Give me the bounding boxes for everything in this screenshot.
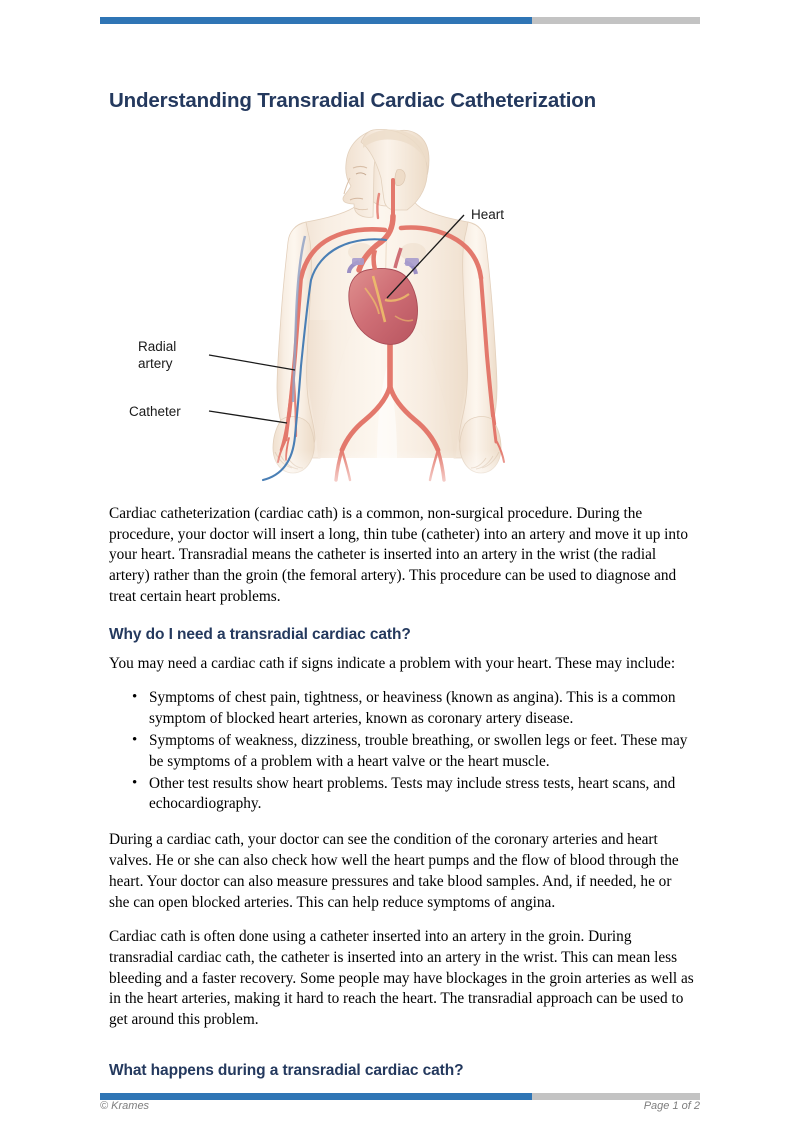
section-paragraph-during-cath: During a cardiac cath, your doctor can see the condition of the coronary arteries and heart valves. He or she can also check how well the heart pumps and the flow of blood through the heart. Your doctor can also measure pressures and take blood samples. And, if needed, he or she can open blocked arteries. This can help reduce symptoms of angina. (109, 831, 679, 911)
anatomy-illustration (109, 120, 694, 500)
document-content (109, 88, 694, 1090)
section-lead-why-need: You may need a cardiac cath if signs indicate a problem with your heart. These may include: (109, 655, 676, 673)
top-progress-bar (100, 17, 700, 24)
list-item: • Symptoms of chest pain, tightness, or heaviness (known as angina). This is a common symptom of blocked heart arteries, known as coronary artery disease. (147, 688, 694, 730)
figure-label-catheter: Catheter (129, 403, 181, 419)
intro-paragraph: Cardiac catheterization (cardiac cath) is a common, non-surgical procedure. During the procedure, your doctor will insert a long, thin tube (catheter) into an artery and move it up into your heart. Transradial means the catheter is inserted into an artery in the wrist (the radial artery) rather than the groin (the femoral artery). This procedure can be used to diagnose and treat certain heart problems. (109, 504, 688, 606)
page-footer (100, 1100, 700, 1112)
symptom-bullet-list (109, 688, 694, 815)
section-paragraph-groin-vs-wrist: Cardiac cath is often done using a catheter inserted into an artery in the groin. During transradial cardiac cath, the catheter is inserted into an artery in the wrist. This can mean less bleeding and a faster recovery. Some people may have blockages in the groin arteries as well as in the heart arteries, making it hard to reach the heart. The transradial approach can be used to get around this problem. (109, 927, 694, 1029)
footer-copyright: © Krames (100, 1100, 150, 1112)
figure-label-heart: Heart (471, 206, 505, 222)
list-item: • Symptoms of weakness, dizziness, trouble breathing, or swollen legs or feet. These may be symptoms of a problem with a heart valve or the heart muscle. (147, 731, 694, 773)
figure-label-radial-artery-line1: Radial (138, 338, 177, 354)
top-progress-bar-fill (100, 17, 532, 24)
list-item: • Other test results show heart problems. Tests may include stress tests, heart scans, and echocardiography. (147, 774, 694, 816)
figure-label-radial-artery-line2: artery (138, 355, 173, 371)
bottom-progress-bar-fill (100, 1093, 532, 1100)
page-title: Understanding Transradial Cardiac Catheterization (109, 89, 597, 112)
section-heading-what-happens: What happens during a transradial cardiac cath? (109, 1062, 464, 1080)
footer-page-number: Page 1 of 2 (643, 1100, 700, 1112)
catheter-leader-line (209, 411, 287, 423)
section-heading-why-need: Why do I need a transradial cardiac cath? (109, 626, 411, 643)
bottom-progress-bar (100, 1093, 700, 1100)
anatomy-figure (109, 120, 694, 500)
